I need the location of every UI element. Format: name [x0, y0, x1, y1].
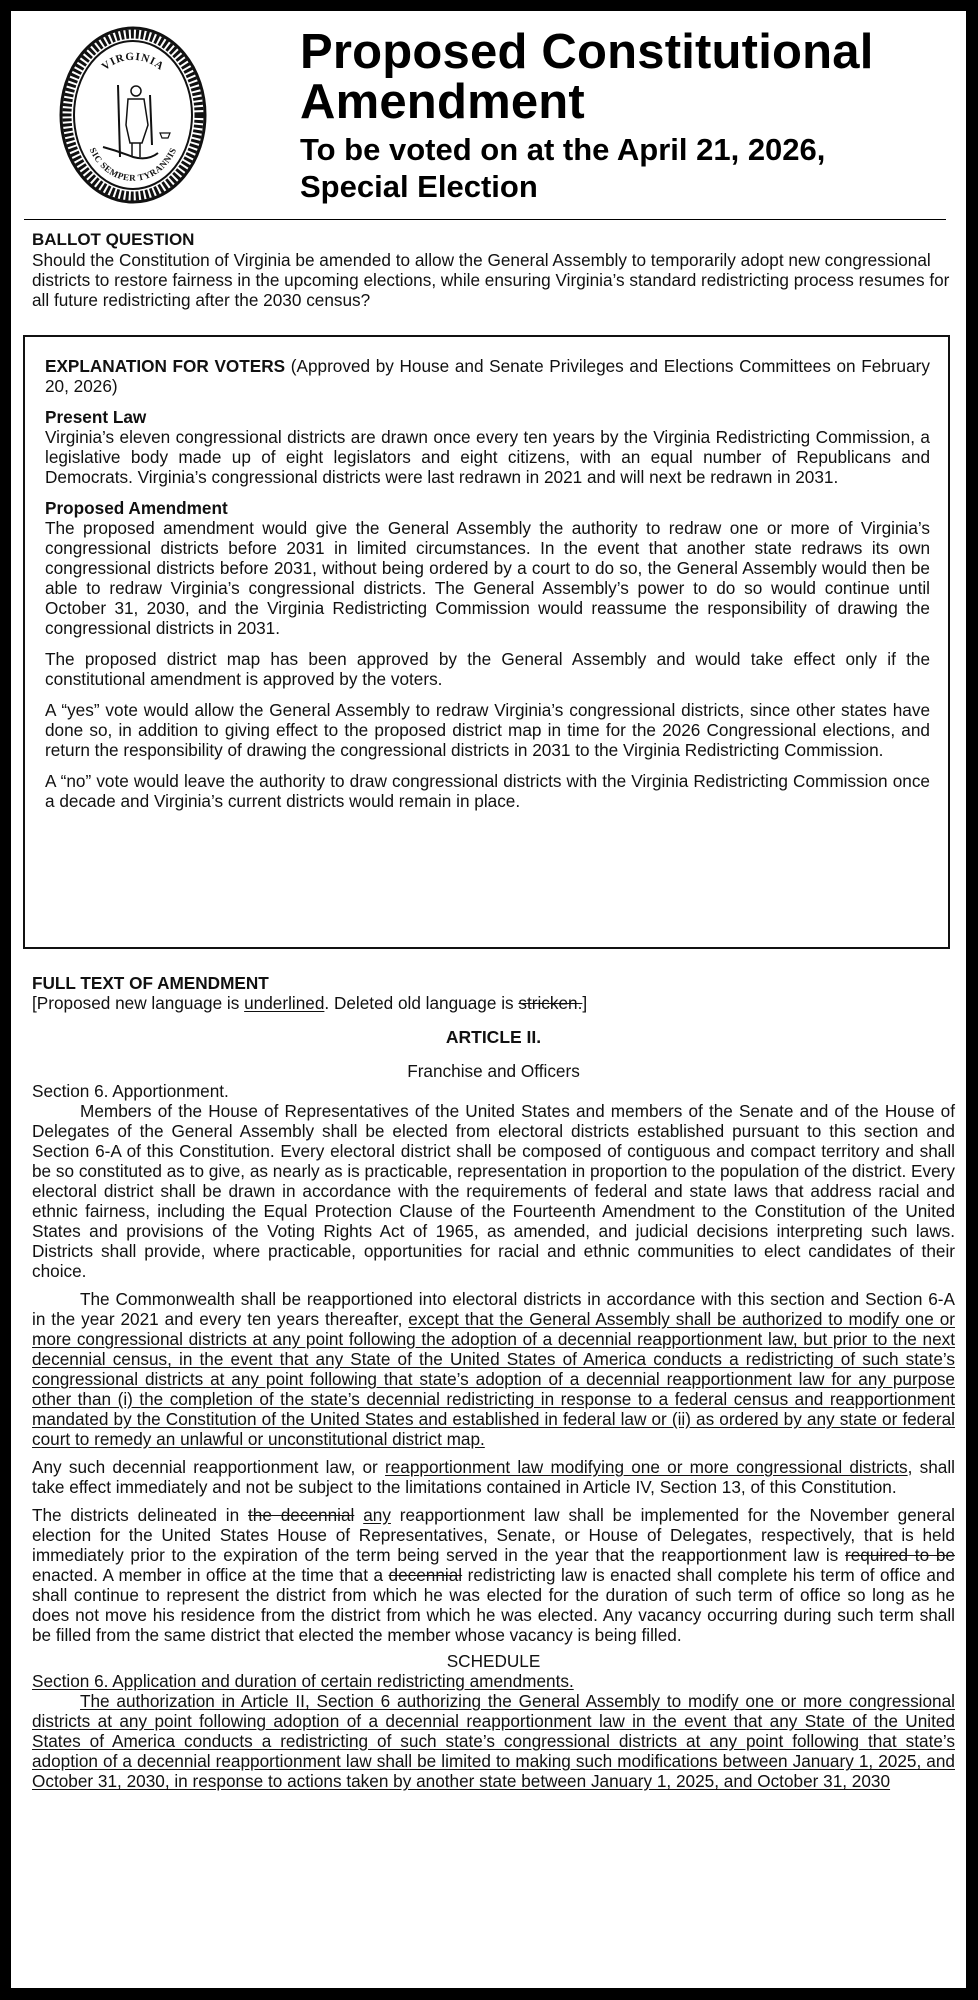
amendment-paragraph-1: Members of the House of Representatives of the United States and members of the Senate and of the House of Delegates of the General Assembly shall be elected from electoral districts established pursuant to this section and Section 6-A of this Constitution. Every electoral district shall be composed of contiguous and compact territory and shall be so constituted as to give, as nearly as is practicable, representation in proportion to the population of the district. Every electoral district shall be drawn in accordance with the requirements of federal and state laws that address racial and ethnic fairness, including the Equal Protection Clause of the Fourteenth Amendment to the Constitution of the United States and provisions of the Voting Rights Act of 1965, as amended, and judicial decisions interpreting such laws. Districts shall provide, where practicable, opportunities for racial and ethnic communities to elect candidates of their choice.: [32, 1101, 955, 1281]
inserted-text: any: [363, 1505, 391, 1525]
legend-text: ]: [582, 993, 588, 1013]
no-vote-text: A “no” vote would leave the authority to draw congressional districts with the Virginia Redistricting Commission once a decade and Virginia’s current districts would remain in place.: [45, 771, 930, 811]
title-line-2: Amendment: [300, 75, 585, 129]
amendment-paragraph-3: [32, 1457, 955, 1497]
explanation-heading: EXPLANATION FOR VOTERS: [45, 356, 286, 376]
present-law-text: Virginia’s eleven congressional districts are drawn once every ten years by the Virginia Redistricting Commission, a legislative body made up of eight legislators and eight citizens, with an equal number of Republicans and Democrats. Virginia’s congressional districts were last redrawn in 2021 and will next be redrawn in 2031.: [45, 427, 930, 487]
title-line-1: Proposed Constitutional: [300, 25, 874, 79]
explanation-approval-note: (Approved by House and Senate Privileges and Elections Committees on February 20, 2026): [45, 356, 930, 396]
paragraph-plain-text: , shall take effect immediately and not be subject to the limitations contained in Article IV, Section 13, of this Constitution.: [32, 1457, 956, 1497]
virginia-state-seal-icon: [58, 25, 208, 205]
yes-vote-text: A “yes” vote would allow the General Assembly to redraw Virginia’s congressional districts, since other states have done so, in addition to giving effect to the proposed district map in time for the 2026 Congressional elections, and return the responsibility of drawing the congressional districts in 2031 to the Virginia Redistricting Commission.: [45, 700, 930, 760]
article-subtitle: Franchise and Officers: [407, 1061, 580, 1081]
paragraph-plain-text: The Commonwealth shall be reapportioned into electoral districts in accordance with this section and Section 6-A in the year 2021 and every ten years thereafter,: [32, 1289, 955, 1329]
proposed-amendment-heading: Proposed Amendment: [45, 498, 228, 518]
schedule-paragraph: [32, 1691, 955, 1791]
page-title: [300, 27, 960, 127]
paragraph-plain-text: Any such decennial reapportionment law, or: [32, 1457, 386, 1477]
paragraph-plain-text: redistricting law is enacted shall complete his term of office and shall continue to represent the district from which he was elected for the duration of such term of office so long as he does not move his residence from the district from which he was elected. Any vacancy occurring during such term shall be filled from the same district that elected the member whose vacancy is being filled.: [32, 1565, 955, 1645]
paragraph-plain-text: enacted. A member in office at the time that a: [32, 1565, 389, 1585]
present-law-heading: Present Law: [45, 407, 147, 427]
schedule-section-title: [32, 1671, 955, 1691]
full-text-section: [32, 973, 955, 1791]
svg-text:VIRGINIA: VIRGINIA: [99, 50, 167, 74]
amendment-paragraph-4: [32, 1505, 955, 1645]
header-divider: [24, 219, 946, 220]
deleted-text: the decennial: [248, 1505, 355, 1525]
svg-text:SIC SEMPER TYRANNIS: SIC SEMPER TYRANNIS: [87, 146, 179, 183]
paragraph-plain-text: [354, 1505, 363, 1525]
deleted-text: decennial: [388, 1565, 463, 1585]
explanation-for-voters-box: [23, 335, 950, 949]
schedule-title: SCHEDULE: [446, 1651, 541, 1671]
page-header: [11, 11, 966, 221]
explanation-header: [45, 356, 930, 396]
subtitle-line-2: Special Election: [300, 169, 538, 204]
subtitle-line-1: To be voted on at the April 21, 2026,: [300, 132, 826, 167]
paragraph-plain-text: The districts delineated in: [32, 1505, 248, 1525]
full-text-heading: FULL TEXT OF AMENDMENT: [32, 973, 269, 993]
paragraph-plain-text: reapportionment law shall be implemented for the November general election for the United States House of Representatives, Senate, or House of Delegates, respectively, that is held immediately prior to the expiration of the term being served in the year that the reapportionment law is: [32, 1505, 956, 1565]
inserted-text: The authorization in Article II, Section 6 authorizing the General Assembly to modify one or more congressional districts at any point following adoption of a decennial reapportionment law in the event that any State of the United States of America conducts a redistricting of such state’s congressional districts at any point following that state’s adoption of a decennial reapportionment law shall be limited to making such modifications between January 1, 2025, and October 31, 2030, in response to actions taken by another state between January 1, 2025, and October 31, 2030: [32, 1691, 955, 1791]
ballot-question-text: Should the Constitution of Virginia be amended to allow the General Assembly to temporarily adopt new congressional districts to restore fairness in the upcoming elections, while ensuring Virginia’s standard redistricting process resumes for all future redistricting after the 2030 census?: [32, 250, 950, 310]
article-title: ARTICLE II.: [445, 1027, 542, 1047]
proposed-amendment-text: The proposed amendment would give the General Assembly the authority to redraw one or more of Virginia’s congressional districts before 2031 in limited circumstances. In the event that another state redraws its own congressional districts before 2031, without being ordered by a court to do so, the General Assembly would then be able to redraw Virginia’s congressional districts. The General Assembly’s power to do so would continue until October 31, 2030, and the Virginia Redistricting Commission would reassume the responsibility of drawing the congressional districts in 2031.: [45, 518, 930, 638]
election-subtitle: [300, 131, 960, 205]
markup-legend: [32, 993, 955, 1013]
legend-underlined-sample: underlined: [244, 993, 325, 1013]
legend-text: [Proposed new language is: [32, 993, 245, 1013]
amendment-paragraph-2: [32, 1289, 955, 1449]
legend-text: . Deleted old language is: [324, 993, 519, 1013]
ballot-notice-page: [11, 11, 966, 1988]
inserted-text: except that the General Assembly shall be authorized to modify one or more congressional districts at any point following the adoption of a decennial reapportionment law, but prior to the next decennial census, in the event that any State of the United States of America conducts a redistricting of such state’s congressional districts at any point following that state’s adoption of a decennial reapportionment law for any purpose other than (i) the completion of the state’s decennial redistricting in response to a federal census and reapportionment mandated by the Constitution of the United States and established in federal law or (ii) as ordered by any state or federal court to remedy an unlawful or unconstitutional district map.: [32, 1309, 955, 1449]
ballot-question-heading: BALLOT QUESTION: [32, 230, 195, 249]
inserted-text: reapportionment law modifying one or more congressional districts: [385, 1457, 908, 1477]
ballot-question-section: [32, 230, 957, 310]
deleted-text: required to be: [845, 1545, 955, 1565]
legend-stricken-sample: stricken.: [518, 993, 583, 1013]
title-block: [300, 27, 960, 205]
district-map-text: The proposed district map has been approved by the General Assembly and would take effect only if the constitutional amendment is approved by the voters.: [45, 649, 930, 689]
section-title: Section 6. Apportionment.: [32, 1081, 229, 1101]
inserted-text: Section 6. Application and duration of certain redistricting amendments.: [32, 1671, 574, 1691]
